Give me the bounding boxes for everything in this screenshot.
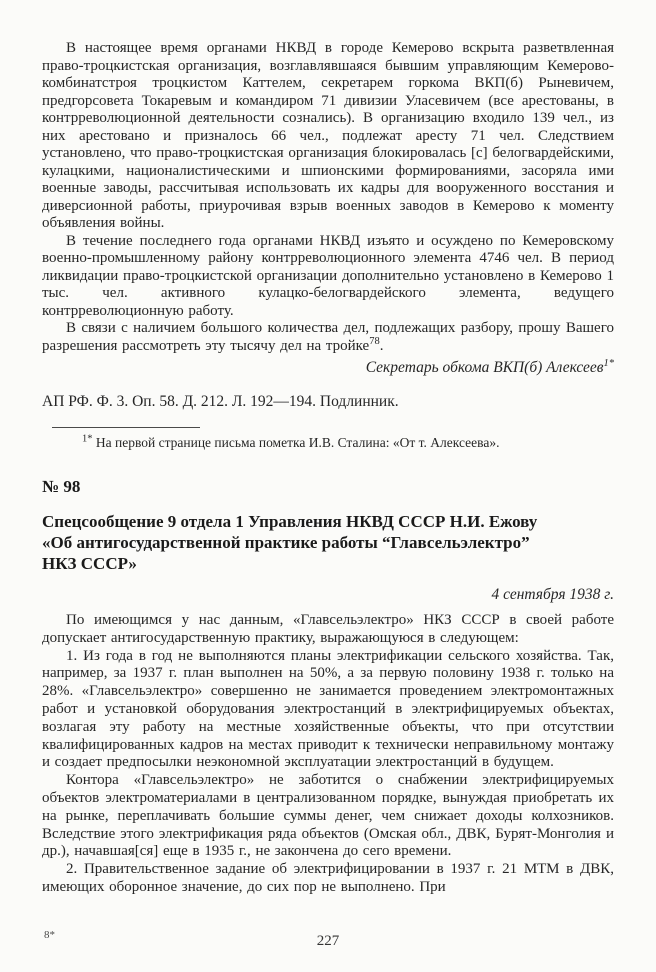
document-date: 4 сентября 1938 г. [491, 586, 614, 603]
doc-98-body [42, 612, 614, 897]
paragraph-kemerovo-organization: В настоящее время органами НКВД в городе Кемерово вскрыта разветвленная право-троцкистская организация, возглавлявшаяся бывшим управляющим Кемерово-комбинатстроя троцкистом Каттелем, секретарем горкома ВКП(б) Рыневичем, предгорсовета Токаревым и командиром 71 дивизии Уласевичем (все арестованы, в контрреволюционной деятельности сознались). В организацию входило 139 чел., из них арестовано и призналось 66 чел., подлежат аресту 71 чел. Следствием установлено, что право-троцкистская организация блокировалась [с] белогвардейскими, кулацкими, националистическими и шпионскими формированиями, засоряла ими военные заводы, рассчитывая использовать их кадры для вооруженного восстания и диверсионной работы, приурочивая взрыв военных заводов в Кемерово к моменту объявления войны. [42, 40, 614, 231]
troika-request-text: В связи с наличием большого количества дел, подлежащих разбору, прошу Вашего разрешения рассмотреть эту тысячу дел на тройке [42, 320, 614, 354]
footnote-marker: 1* [82, 433, 93, 445]
archive-reference: АП РФ. Ф. 3. Оп. 58. Д. 212. Л. 192—194. Подлинник. [42, 393, 399, 410]
paragraph-troika-request [42, 320, 614, 355]
printer-signature-mark: 8* [44, 929, 55, 941]
paragraph-item-1-electrification-plans: 1. Из года в год не выполняются планы электрификации сельского хозяйства. Так, например, за 1937 г. план выполнен на 50%, а за первую половину 1938 г. только на 28%. «Главсельэлектро» совершенно не занимается проведением электромонтажных работ и установкой оборудования электростанций в электрифицируемых объектах, возлагая эту работу на местные хозяйственные объекты, что при отсутствии квалифицированных кадров на местах приводит к технически неправильному монтажу и создает предпосылки неэкономной эксплуатации электростанций в будущем. [42, 647, 614, 771]
signature-text: Секретарь обкома ВКП(б) Алексеев [365, 359, 604, 376]
signature-footnote-ref: 1* [603, 357, 614, 369]
footnote-separator-rule [52, 427, 200, 428]
signature-line [42, 359, 614, 376]
doc-97-continuation [42, 40, 614, 355]
footnote [42, 434, 614, 451]
paragraph-arrest-totals: В течение последнего года органами НКВД изъято и осуждено по Кемеровскому военно-промышленному району контрреволюционного элемента 4746 чел. В период ликвидации право-троцкистской организации дополнительно установлено в Кемерово 1 тыс. чел. активного кулацко-белогвардейского элемента, ведущего контрреволюционную работу. [42, 232, 614, 319]
page-number: 227 [316, 933, 340, 949]
page-content [42, 40, 614, 897]
endnote-ref-78: 78 [369, 335, 380, 347]
document-number: № 98 [42, 477, 81, 496]
paragraph-kontora-supply: Контора «Главсельэлектро» не заботится о снабжении электрифицируемых объектов электроматериалами в централизованном порядке, вынуждая приобретать их на рынке, переплачивать большие суммы денег, чем снижает доходы колхозников. Вследствие этого электрификация ряда объектов (Омская обл., ДВК, Бурят-Монголия и др.), начавшая[ся] еще в 1935 г., не закончена до сего времени. [42, 772, 614, 860]
paragraph-item-2-mtm: 2. Правительственное задание об электрифицировании в 1937 г. 21 МТМ в ДВК, имеющих оборонное значение, до сих пор не выполнено. При [42, 861, 614, 895]
paragraph-intro: По имеющимся у нас данным, «Главсельэлектро» НКЗ СССР в своей работе допускает антигосударственную практику, выражающуюся в следующем: [42, 612, 614, 646]
document-title: Спецсообщение 9 отдела 1 Управления НКВД СССР Н.И. Ежову «Об антигосударственной практике работы “Главсельэлектро” НКЗ СССР» [42, 512, 538, 573]
troika-request-tail: . [379, 337, 384, 354]
footnote-text: На первой странице письма пометка И.В. Сталина: «От т. Алексеева». [95, 435, 500, 450]
